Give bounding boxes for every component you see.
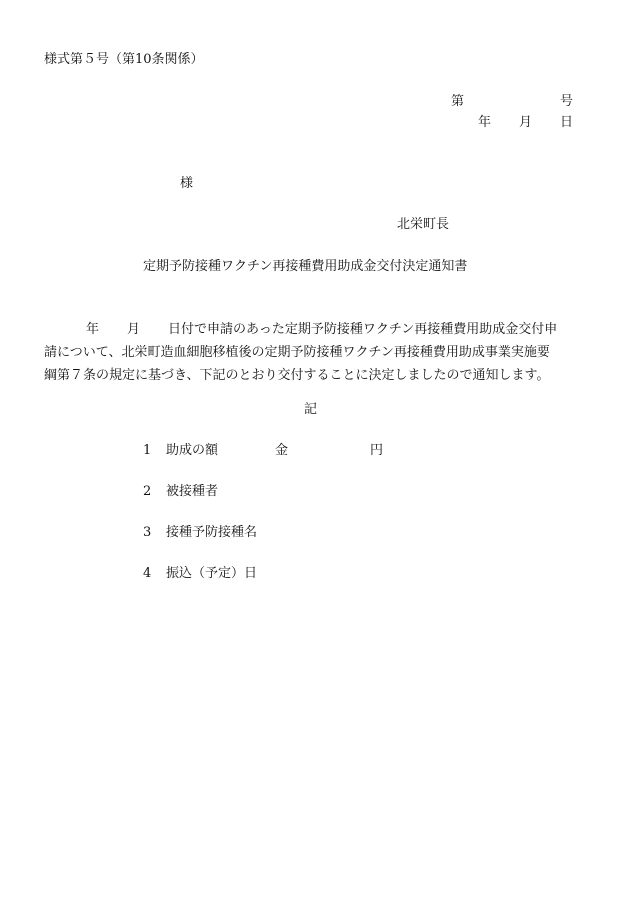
- form-label: 様式第５号（第10条関係）: [44, 52, 204, 67]
- sender-name: 北栄町長: [397, 217, 450, 232]
- body-paragraph: [44, 318, 584, 387]
- ki-heading: 記: [304, 402, 318, 417]
- amount-prefix: 金: [275, 443, 289, 458]
- date-month: 月: [519, 115, 533, 130]
- body-line-3: 綱第７条の規定に基づき、下記のとおり交付することに決定しましたので通知します。: [44, 368, 550, 383]
- date-year: 年: [478, 115, 492, 130]
- document-title: 定期予防接種ワクチン再接種費用助成金交付決定通知書: [143, 259, 468, 274]
- body-line-1-text: 日付で申請のあった定期予防接種ワクチン再接種費用助成金交付申: [168, 322, 558, 337]
- body-year: 年: [86, 322, 100, 337]
- body-month: 月: [127, 322, 141, 337]
- addressee-suffix: 様: [180, 176, 194, 191]
- item-label: 被接種者: [166, 484, 219, 499]
- item-label: 接種予防接種名: [166, 525, 258, 540]
- item-label: 振込（予定）日: [166, 566, 258, 581]
- doc-number-suffix: 号: [560, 94, 574, 109]
- item-number: 2: [143, 484, 152, 499]
- item-label: 助成の額: [166, 443, 219, 458]
- doc-number-prefix: 第: [451, 94, 465, 109]
- item-number: 4: [143, 566, 152, 581]
- item-number: 1: [143, 443, 152, 458]
- date-day: 日: [560, 115, 574, 130]
- body-line-1: [44, 318, 584, 341]
- item-number: 3: [143, 525, 152, 540]
- body-line-2: 請について、北栄町造血細胞移植後の定期予防接種ワクチン再接種費用助成事業実施要: [44, 345, 550, 360]
- amount-suffix: 円: [370, 443, 384, 458]
